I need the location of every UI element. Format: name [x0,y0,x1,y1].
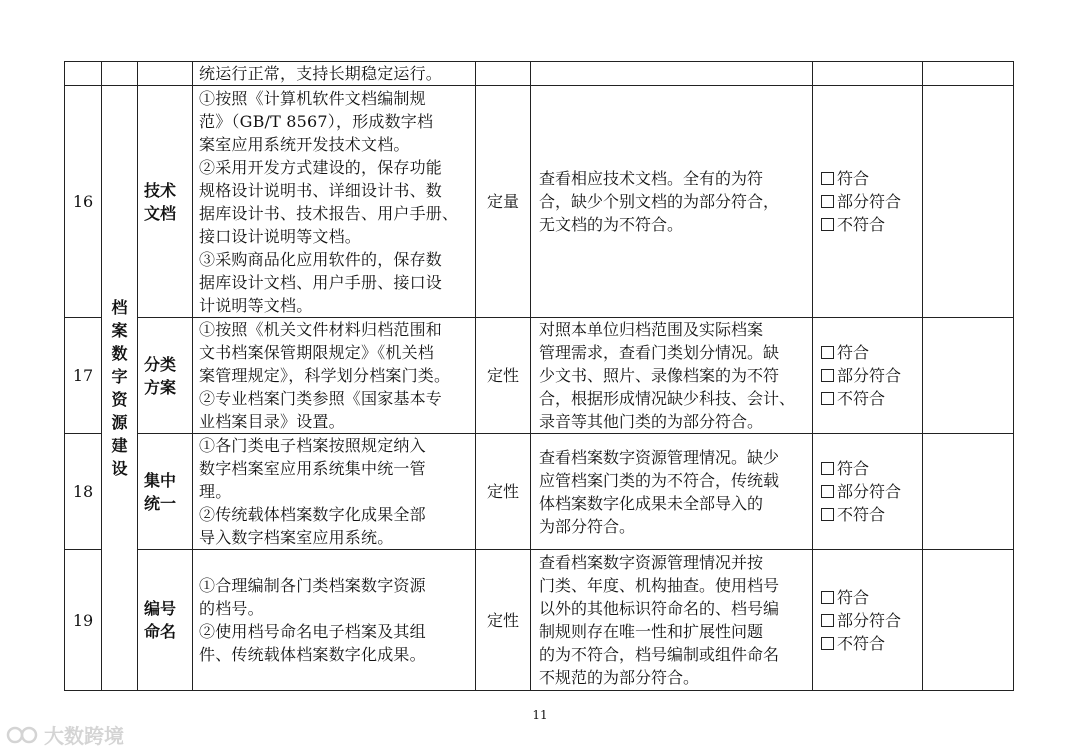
requirement-line: ②采用开发方式建设的，保存功能 [199,157,443,177]
method-line: 查看档案数字资源管理情况。缺少 [539,447,780,467]
category-char: 案 [111,321,128,340]
result-cell [813,434,923,550]
requirement-line: ②传统载体档案数字化成果全部 [199,505,426,524]
checkbox[interactable] [821,462,834,475]
method-line: 查看档案数字资源管理情况并按 [539,553,764,572]
checkbox[interactable] [821,346,834,359]
requirement-line: 据库设计文档、用户手册、接口设 [199,272,443,292]
category-char: 数 [111,344,128,363]
method-line: 无文档的为不符合。 [539,215,684,234]
assessment-type: 定性 [476,318,531,434]
item-title [138,550,193,691]
category-char: 字 [111,367,128,386]
method-line: 合，缺少个别文档的为部分符合， [539,192,780,211]
requirement-line: ②专业档案门类参照《国家基本专 [199,389,443,408]
category-char: 建 [111,436,128,455]
method-line: 录音等其他门类的为部分符合。 [539,412,764,431]
title-line: 集中 [144,470,177,490]
requirement-line: ①按照《计算机软件文档编制规 [199,88,426,108]
option-partial[interactable] [821,609,922,632]
requirement-cell [193,550,476,691]
checkbox[interactable] [821,195,834,208]
requirement-line: ①各门类电子档案按照规定纳入 [199,436,426,455]
category-char: 资 [111,390,128,409]
requirement-line: 案室应用系统开发技术文档。 [199,134,410,154]
option-nonconform[interactable] [821,213,922,236]
option-label: 部分符合 [837,192,902,211]
option-partial[interactable] [821,190,922,213]
method-line: 以外的其他标识符命名的、档号编 [539,599,780,618]
title-line: 命名 [144,622,177,641]
row-number: 18 [65,434,102,550]
method-line: 为部分符合。 [539,516,636,536]
method-line: 管理需求，查看门类划分情况。缺 [539,343,780,362]
method-cell [531,434,813,550]
requirement-cell [193,62,476,86]
title-line: 文档 [144,203,177,223]
checkbox[interactable] [821,392,834,405]
option-nonconform[interactable] [821,632,922,655]
requirement-line: 规格设计说明书、详细设计书、数 [199,180,443,200]
option-label: 不符合 [837,389,886,408]
category-vertical-label [102,86,138,691]
table-row-18 [65,434,1014,550]
title-line: 分类 [144,354,177,374]
option-label: 部分符合 [837,610,902,630]
option-label: 部分符合 [837,482,902,501]
table-row-19 [65,550,1014,691]
assessment-type: 定性 [476,434,531,550]
title-cell [138,62,193,86]
category-char: 档 [111,298,128,317]
remark-cell [923,550,1014,691]
requirement-line: 案管理规定》，科学划分档案门类。 [199,366,451,385]
remark-cell [923,434,1014,550]
result-cell [813,86,923,318]
requirement-line: 理。 [199,482,232,501]
option-label: 不符合 [837,215,886,234]
remark-cell [923,86,1014,318]
method-line: 不规范的为部分符合。 [539,668,700,687]
checkbox[interactable] [821,637,834,650]
page-number: 11 [532,708,548,722]
requirement-line: 业档案目录》设置。 [199,412,345,431]
checkbox[interactable] [821,218,834,231]
title-line: 方案 [144,377,177,397]
method-cell [531,62,813,86]
option-label: 部分符合 [837,366,902,385]
remark-cell [923,62,1014,86]
item-title [138,86,193,318]
row-number: 16 [65,86,102,318]
remark-cell [923,318,1014,434]
option-nonconform[interactable] [821,503,922,526]
method-line: 查看相应技术文档。全有的为符 [539,169,764,188]
method-line: 对照本单位归档范围及实际档案 [539,320,764,339]
method-cell [531,318,813,434]
type-cell [476,62,531,86]
option-conform[interactable] [821,341,922,364]
title-line: 技术 [144,180,177,200]
requirement-cell [193,318,476,434]
option-label: 符合 [837,169,870,188]
checkbox[interactable] [821,591,834,604]
requirement-line: ①合理编制各门类档案数字资源 [199,576,426,595]
result-cell [813,318,923,434]
item-title [138,318,193,434]
option-label: 不符合 [837,505,886,524]
requirement-line: 范》（GB/T 8567），形成数字档 [199,111,434,131]
requirement-line: 的档号。 [199,599,264,618]
option-label: 符合 [837,587,870,607]
requirement-line: 据库设计书、技术报告、用户手册、 [199,203,459,223]
method-line: 应管档案门类的为不符合，传统载 [539,470,780,490]
result-cell [813,550,923,691]
requirement-line: 统运行正常，支持长期稳定运行。 [199,64,443,83]
table-row-16 [65,86,1014,318]
method-line: 门类、年度、机构抽查。使用档号 [539,576,780,595]
method-cell [531,550,813,691]
requirement-line: 文书档案保管期限规定》《机关档 [199,343,435,362]
checkbox[interactable] [821,369,834,382]
requirement-cell [193,434,476,550]
requirement-line: ③采购商品化应用软件的，保存数 [199,249,443,269]
evaluation-table [64,61,1014,691]
requirement-line: 导入数字档案室应用系统。 [199,528,394,547]
row-number: 17 [65,318,102,434]
method-line: 合，根据形成情况缺少科技、会计、 [539,389,796,408]
requirement-line: ②使用档号命名电子档案及其组 [199,622,426,641]
requirement-line: 数字档案室应用系统集中统一管 [199,459,426,478]
checkbox[interactable] [821,614,834,627]
method-line: 制规则存在唯一性和扩展性问题 [539,622,764,641]
no-cell [65,62,102,86]
table-row-continued [65,62,1014,86]
method-line: 的为不符合，档号编制或组件命名 [539,645,780,664]
watermark-text: 大数跨境 [44,724,124,748]
option-label: 符合 [837,343,870,362]
watermark [6,720,124,749]
requirement-line: 接口设计说明等文档。 [199,226,362,246]
requirement-line: 计说明等文档。 [199,295,313,315]
title-line: 统一 [144,493,177,513]
title-line: 编号 [144,599,177,618]
assessment-type: 定性 [476,550,531,691]
category-char: 设 [111,459,128,478]
checkbox[interactable] [821,485,834,498]
requirement-line: ①按照《机关文件材料归档范围和 [199,320,443,339]
option-conform[interactable] [821,167,922,190]
option-partial[interactable] [821,364,922,387]
option-partial[interactable] [821,480,922,503]
category-char: 源 [111,413,128,432]
table-row-17 [65,318,1014,434]
watermark-logo-icon [6,723,40,747]
row-number: 19 [65,550,102,691]
checkbox[interactable] [821,172,834,185]
option-label: 符合 [837,459,870,478]
checkbox[interactable] [821,508,834,521]
assessment-type: 定量 [476,86,531,318]
category-cell [102,62,138,86]
result-cell [813,62,923,86]
option-nonconform[interactable] [821,387,922,410]
item-title [138,434,193,550]
method-cell [531,86,813,318]
option-label: 不符合 [837,633,886,653]
requirement-cell [193,86,476,318]
requirement-line: 件、传统载体档案数字化成果。 [199,645,426,664]
method-line: 体档案数字化成果未全部导入的 [539,493,764,513]
option-conform[interactable] [821,586,922,609]
option-conform[interactable] [821,457,922,480]
method-line: 少文书、照片、录像档案的为不符 [539,366,780,385]
